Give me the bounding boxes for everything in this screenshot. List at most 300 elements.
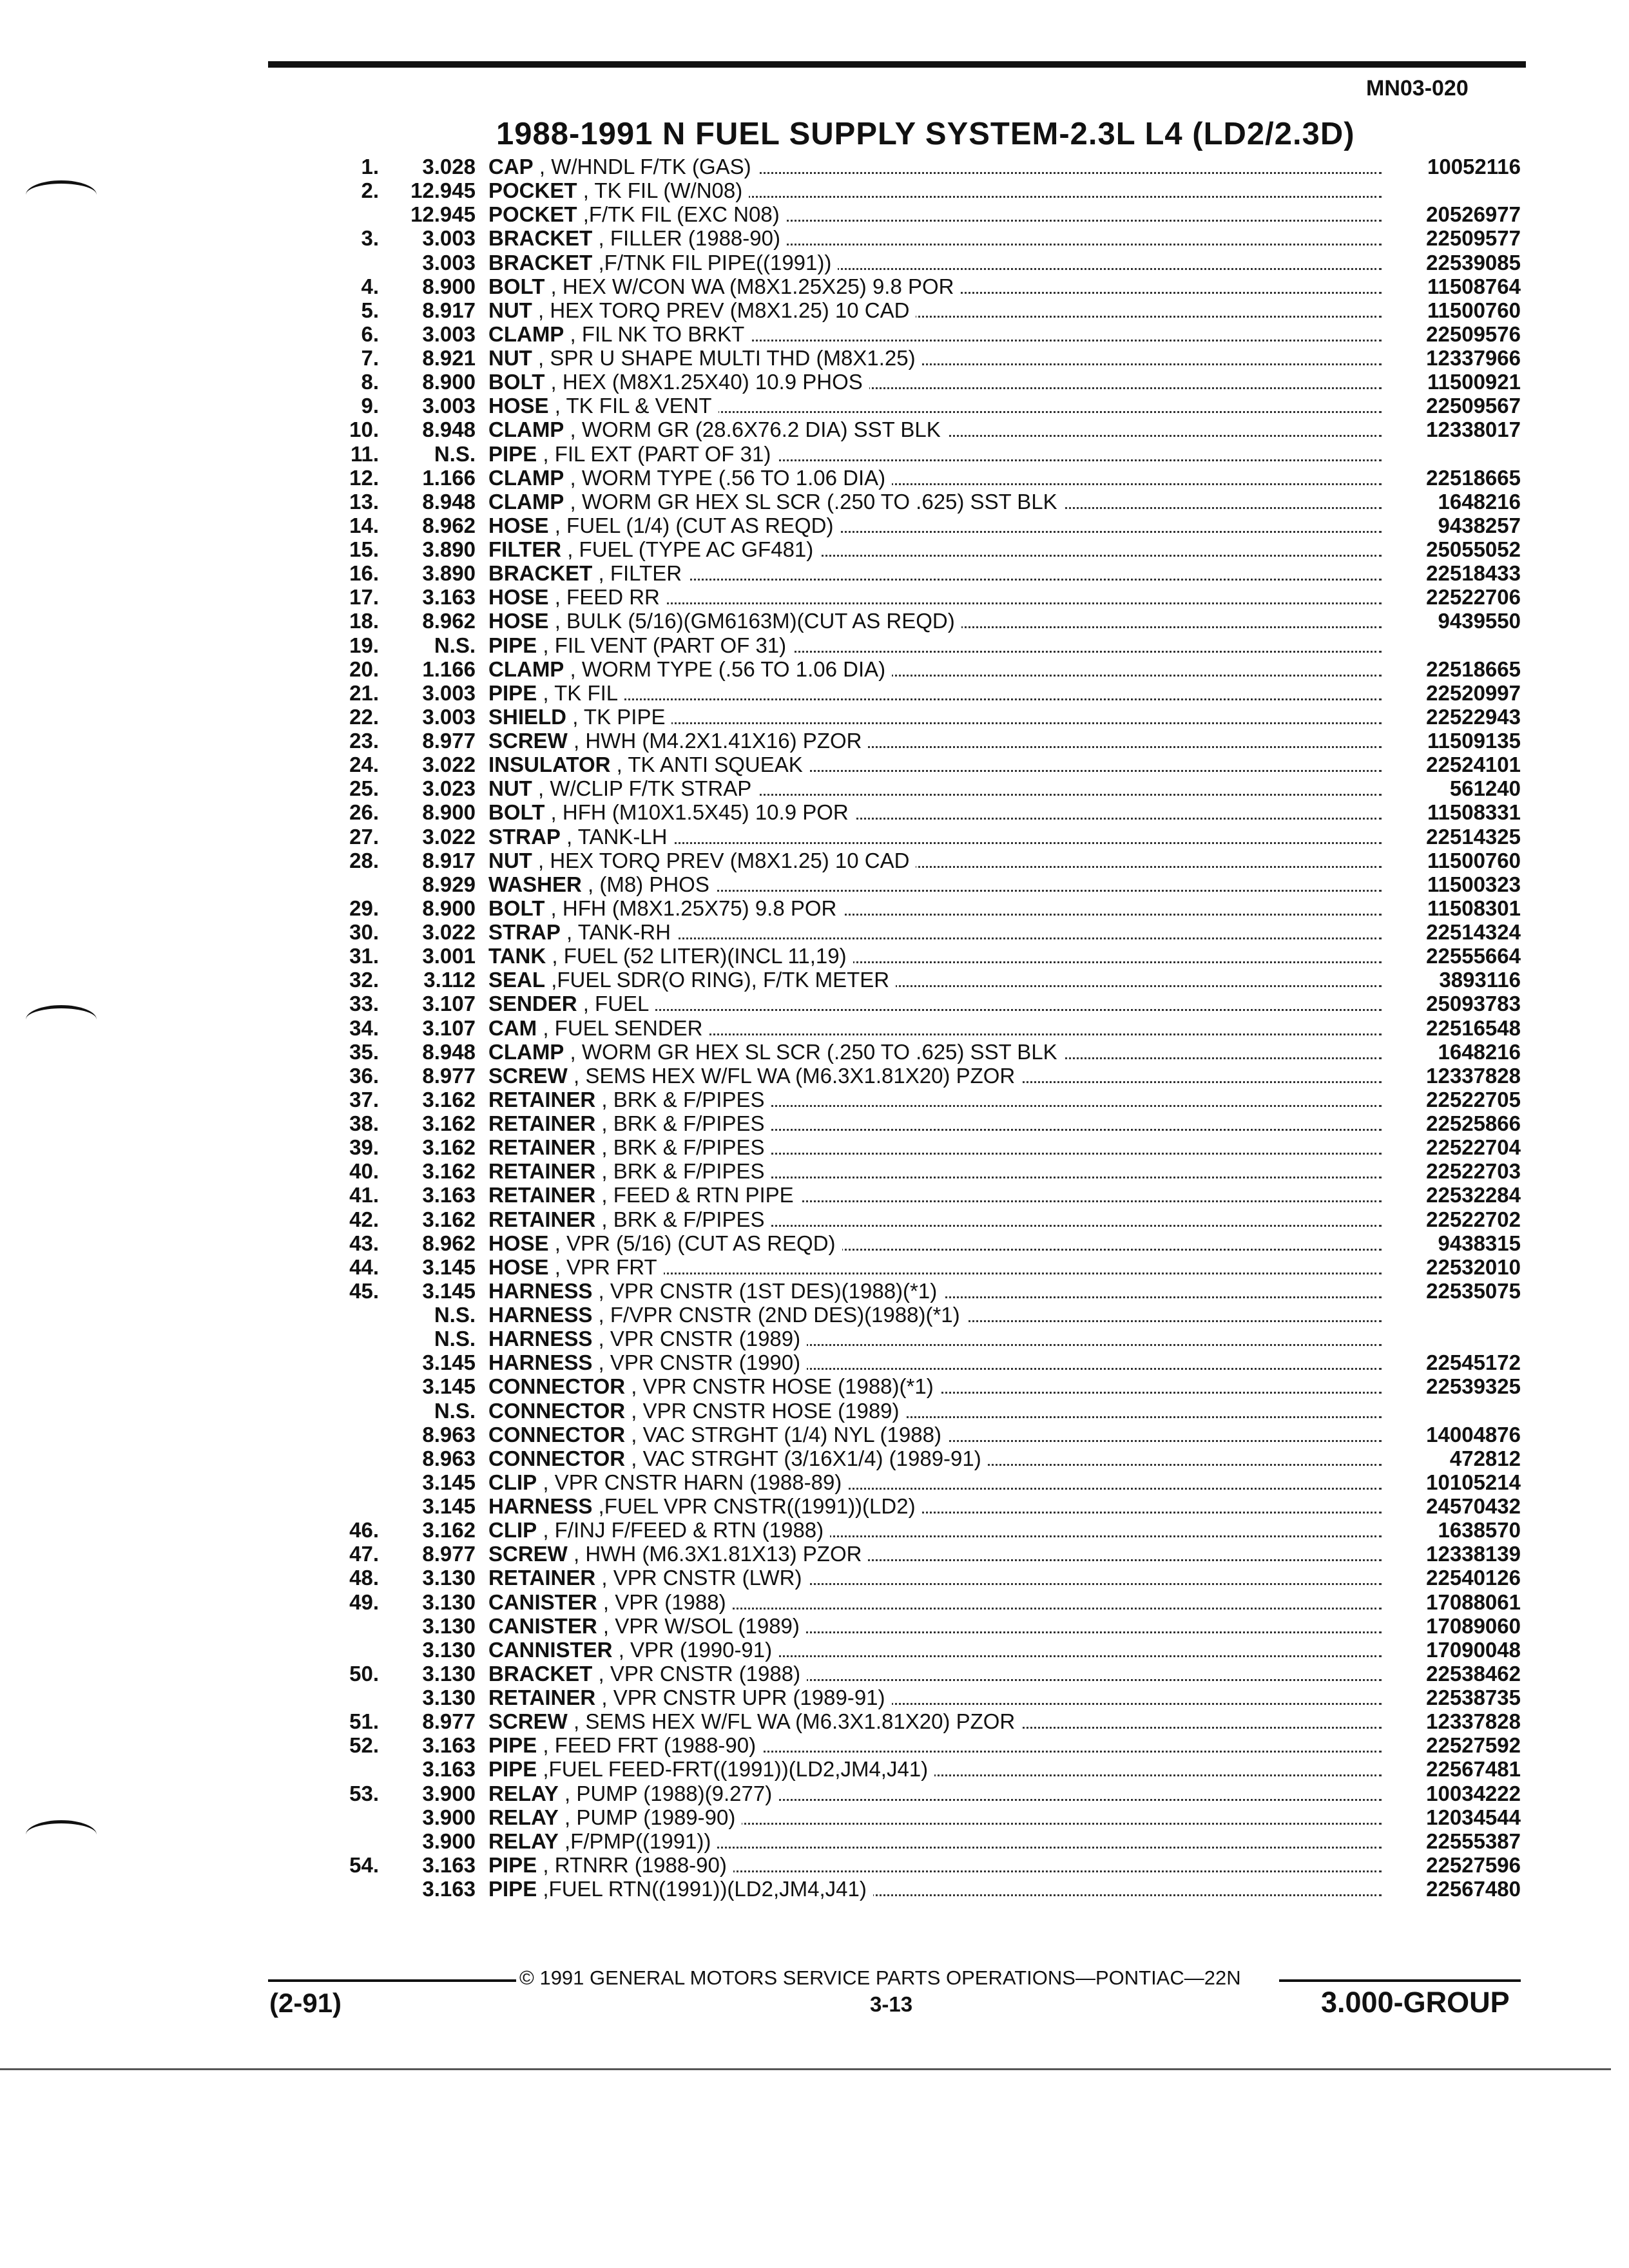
page-title: 1988-1991 N FUEL SUPPLY SYSTEM-2.3L L4 (LD2/2.3D)	[496, 117, 1355, 151]
group-number: N.S.	[434, 1327, 476, 1351]
group-number: 8.977	[422, 1063, 476, 1088]
part-detail: , HEX W/CON WA (M8X1.25X25) 9.8 POR	[550, 274, 954, 298]
part-name: STRAP	[488, 824, 561, 849]
part-detail: , SEMS HEX W/FL WA (M6.3X1.81X20) PZOR	[574, 1709, 1016, 1734]
group-number: 8.963	[422, 1422, 476, 1446]
part-number: 22514324	[1385, 920, 1521, 944]
part-detail: , TK ANTI SQUEAK	[616, 753, 803, 777]
part-row	[284, 1686, 1521, 1709]
part-row	[284, 1757, 1521, 1781]
part-row	[284, 1662, 1521, 1686]
part-name: BOLT	[488, 274, 545, 298]
header-rule	[268, 61, 1526, 68]
part-name: CLIP	[488, 1470, 537, 1494]
group-number: 8.900	[422, 370, 476, 394]
ref-number: 51.	[349, 1709, 379, 1734]
group-number: 12.945	[410, 178, 476, 203]
part-row	[284, 825, 1521, 849]
part-detail: ,F/TK FIL (EXC N08)	[583, 202, 780, 227]
part-detail: , TK FIL & VENT	[554, 394, 712, 418]
ref-number: 24.	[349, 753, 379, 777]
part-number: 22522706	[1385, 585, 1521, 609]
part-name: CONNECTOR	[488, 1374, 626, 1399]
part-detail: , FIL NK TO BRKT	[570, 322, 745, 346]
part-name: HOSE	[488, 1254, 549, 1279]
part-name: HARNESS	[488, 1494, 593, 1518]
part-number: 12338017	[1385, 418, 1521, 441]
group-number: 3.145	[422, 1374, 476, 1399]
group-number: 3.112	[423, 968, 476, 992]
part-number: 11500760	[1385, 298, 1521, 322]
group-number: 3.022	[422, 920, 476, 944]
part-number: 24570432	[1385, 1494, 1521, 1518]
part-name: NUT	[488, 848, 532, 872]
part-description	[488, 633, 1584, 657]
part-name: WASHER	[488, 872, 582, 896]
part-detail: , TANK-RH	[566, 920, 671, 944]
ref-number: 14.	[349, 513, 379, 537]
part-detail: , VPR FRT	[554, 1254, 657, 1279]
part-row	[284, 202, 1521, 226]
part-name: PIPE	[488, 633, 537, 657]
part-detail: , WORM GR HEX SL SCR (.250 TO .625) SST BLK	[570, 1039, 1057, 1064]
part-detail: , FUEL	[583, 992, 650, 1016]
group-number: 3.145	[422, 1254, 476, 1279]
part-row	[284, 705, 1521, 729]
part-number: 22538462	[1385, 1662, 1521, 1686]
ref-number: 30.	[349, 920, 379, 944]
part-name: POCKET	[488, 202, 577, 227]
part-detail: ,FUEL RTN((1991))(LD2,JM4,J41)	[543, 1877, 867, 1901]
group-number: 3.003	[422, 680, 476, 705]
part-row	[284, 466, 1521, 490]
ref-number: 5.	[361, 298, 379, 322]
part-name: BOLT	[488, 800, 545, 825]
ref-number: 26.	[349, 800, 379, 825]
group-number: 3.163	[422, 1877, 476, 1901]
part-row	[284, 1399, 1521, 1423]
group-number: 3.162	[422, 1207, 476, 1231]
group-number: 3.003	[422, 226, 476, 251]
ref-number: 19.	[349, 633, 379, 657]
document-code: MN03-020	[1366, 76, 1469, 101]
part-row	[284, 537, 1521, 561]
part-name: BRACKET	[488, 1661, 593, 1686]
ref-number: 9.	[361, 394, 379, 418]
group-number: 8.962	[422, 513, 476, 537]
part-name: SCREW	[488, 1542, 568, 1566]
group-number: 3.003	[422, 322, 476, 346]
group-number: 3.163	[422, 585, 476, 610]
part-name: BRACKET	[488, 226, 593, 251]
part-number: 22538735	[1385, 1686, 1521, 1709]
group-number: 3.130	[422, 1590, 476, 1614]
part-name: CLIP	[488, 1518, 537, 1542]
ref-number: 39.	[349, 1135, 379, 1160]
ref-number: 29.	[349, 896, 379, 920]
part-row	[284, 251, 1521, 274]
part-detail: , F/INJ F/FEED & RTN (1988)	[543, 1518, 824, 1542]
group-number: 1.166	[422, 465, 476, 490]
part-detail: , FEED RR	[554, 585, 660, 610]
part-row	[284, 1853, 1521, 1877]
group-number: 3.900	[422, 1805, 476, 1829]
part-description	[488, 442, 1584, 466]
part-number: 10052116	[1385, 155, 1521, 178]
group-number: 8.929	[422, 872, 476, 896]
part-detail: , VPR (1990-91)	[618, 1637, 773, 1662]
part-number: 22555664	[1385, 944, 1521, 968]
ref-number: 47.	[349, 1542, 379, 1566]
part-row	[284, 370, 1521, 394]
group-number: 3.023	[422, 776, 476, 801]
part-row	[284, 1470, 1521, 1494]
part-detail: , SPR U SHAPE MULTI THD (M8X1.25)	[538, 346, 916, 370]
part-row	[284, 226, 1521, 250]
part-row	[284, 1159, 1521, 1183]
ref-number: 1.	[361, 155, 379, 178]
part-name: PIPE	[488, 441, 537, 466]
part-name: RELAY	[488, 1805, 559, 1829]
part-name: BOLT	[488, 370, 545, 394]
part-name: CONNECTOR	[488, 1422, 626, 1446]
ref-number: 40.	[349, 1159, 379, 1184]
part-detail: , FUEL (TYPE AC GF481)	[567, 537, 814, 561]
group-number: 3.162	[422, 1135, 476, 1160]
part-name: RETAINER	[488, 1686, 596, 1709]
part-detail: , BRK & F/PIPES	[601, 1207, 765, 1231]
part-detail: , VPR CNSTR (LWR)	[601, 1566, 802, 1590]
part-row	[284, 1566, 1521, 1590]
ref-number: 42.	[349, 1207, 379, 1231]
revision-date: (2-91)	[269, 1988, 342, 2018]
part-name: HOSE	[488, 394, 549, 418]
part-number: 22539325	[1385, 1374, 1521, 1398]
group-number: 3.130	[422, 1637, 476, 1662]
part-row	[284, 729, 1521, 753]
part-number: 9439550	[1385, 609, 1521, 633]
group-number: N.S.	[434, 1398, 476, 1423]
part-name: HARNESS	[488, 1278, 593, 1303]
group-number: 3.900	[422, 1829, 476, 1853]
part-detail: , FUEL (52 LITER)(INCL 11,19)	[552, 944, 847, 968]
ref-number: 10.	[349, 418, 379, 442]
part-description	[488, 1327, 1584, 1350]
binder-hole-mark	[26, 180, 97, 209]
part-name: BOLT	[488, 896, 545, 920]
part-detail: , SEMS HEX W/FL WA (M6.3X1.81X20) PZOR	[574, 1063, 1016, 1088]
part-number: 17089060	[1385, 1614, 1521, 1638]
ref-number: 49.	[349, 1590, 379, 1614]
group-number: 3.130	[422, 1566, 476, 1590]
part-number: 11508331	[1385, 800, 1521, 824]
part-name: FILTER	[488, 537, 562, 561]
part-detail: , RTNRR (1988-90)	[543, 1852, 727, 1877]
part-row	[284, 1135, 1521, 1159]
ref-number: 43.	[349, 1231, 379, 1255]
part-name: SCREW	[488, 1709, 568, 1734]
part-name: HOSE	[488, 585, 549, 610]
part-number: 22545172	[1385, 1350, 1521, 1374]
part-name: CLAMP	[488, 1039, 564, 1064]
part-row	[284, 1207, 1521, 1231]
part-name: CLAMP	[488, 322, 564, 346]
part-number: 12337828	[1385, 1709, 1521, 1733]
part-detail: , HFH (M8X1.25X75) 9.8 POR	[550, 896, 837, 920]
part-name: CAM	[488, 1015, 537, 1040]
part-name: INSULATOR	[488, 753, 611, 777]
page-number: 3-13	[870, 1992, 913, 2016]
group-number: 12.945	[410, 202, 476, 227]
part-detail: ,F/TNK FIL PIPE((1991))	[598, 250, 832, 274]
part-row	[284, 800, 1521, 824]
part-name: POCKET	[488, 178, 577, 203]
part-name: NUT	[488, 346, 532, 370]
part-row	[284, 514, 1521, 537]
group-number: 3.003	[422, 394, 476, 418]
part-detail: , TK FIL	[543, 680, 619, 705]
group-number: N.S.	[434, 1303, 476, 1327]
ref-number: 45.	[349, 1278, 379, 1303]
part-number: 12338139	[1385, 1542, 1521, 1566]
ref-number: 16.	[349, 561, 379, 586]
group-number: 3.163	[422, 1852, 476, 1877]
ref-number: 37.	[349, 1087, 379, 1111]
group-label: 3.000-GROUP	[1321, 1986, 1510, 2019]
part-detail: , FIL EXT (PART OF 31)	[543, 441, 771, 466]
part-detail: , FEED & RTN PIPE	[601, 1183, 794, 1207]
part-number: 22522703	[1385, 1159, 1521, 1183]
part-name: HOSE	[488, 1231, 549, 1255]
ref-number: 33.	[349, 992, 379, 1016]
part-name: CONNECTOR	[488, 1398, 626, 1423]
part-number: 12034544	[1385, 1805, 1521, 1829]
part-name: CLAMP	[488, 418, 564, 442]
part-row	[284, 1542, 1521, 1566]
part-detail: , FILTER	[598, 561, 682, 586]
part-detail: , (M8) PHOS	[588, 872, 709, 896]
part-number: 22522704	[1385, 1135, 1521, 1159]
part-row	[284, 274, 1521, 298]
part-row	[284, 633, 1521, 657]
footer-copyright: © 1991 GENERAL MOTORS SERVICE PARTS OPERATIONS—PONTIAC—22N	[519, 1966, 1241, 1989]
part-number: 22539085	[1385, 251, 1521, 274]
part-detail: ,FUEL VPR CNSTR((1991))(LD2)	[598, 1494, 916, 1518]
part-detail: , VPR CNSTR (1988)	[598, 1661, 801, 1686]
part-number: 20526977	[1385, 202, 1521, 226]
part-name: BRACKET	[488, 561, 593, 586]
part-detail: , HEX TORQ PREV (M8X1.25) 10 CAD	[538, 848, 910, 872]
part-name: TANK	[488, 944, 546, 968]
ref-number: 18.	[349, 609, 379, 633]
part-detail: , BRK & F/PIPES	[601, 1111, 765, 1135]
part-name: PIPE	[488, 1852, 537, 1877]
part-detail: , FIL VENT (PART OF 31)	[543, 633, 787, 657]
group-number: 3.145	[422, 1350, 476, 1375]
part-row	[284, 1088, 1521, 1111]
part-detail: , BRK & F/PIPES	[601, 1159, 765, 1184]
group-number: 8.948	[422, 1039, 476, 1064]
part-number: 22567481	[1385, 1757, 1521, 1781]
part-row	[284, 1350, 1521, 1374]
part-row	[284, 1279, 1521, 1303]
part-row	[284, 896, 1521, 920]
part-detail: , BULK (5/16)(GM6163M)(CUT AS REQD)	[554, 609, 955, 633]
ref-number: 3.	[361, 226, 379, 251]
part-detail: , VAC STRGHT (1/4) NYL (1988)	[631, 1422, 941, 1446]
part-row	[284, 1805, 1521, 1829]
part-row	[284, 1614, 1521, 1638]
part-name: RELAY	[488, 1829, 559, 1853]
part-number: 22567480	[1385, 1877, 1521, 1901]
part-name: RETAINER	[488, 1183, 596, 1207]
part-number: 22525866	[1385, 1111, 1521, 1135]
group-number: 8.917	[422, 298, 476, 322]
part-number: 9438257	[1385, 514, 1521, 537]
binder-hole-mark	[26, 1005, 97, 1034]
part-number: 25093783	[1385, 992, 1521, 1015]
part-row	[284, 585, 1521, 609]
part-number: 22509567	[1385, 394, 1521, 418]
ref-number: 17.	[349, 585, 379, 610]
group-number: 8.963	[422, 1446, 476, 1470]
part-number: 11500323	[1385, 872, 1521, 896]
part-row	[284, 1829, 1521, 1853]
part-detail: , VPR CNSTR HOSE (1989)	[631, 1398, 900, 1423]
part-name: CANISTER	[488, 1613, 597, 1638]
part-number: 25055052	[1385, 537, 1521, 561]
ref-number: 35.	[349, 1039, 379, 1064]
part-number: 22518433	[1385, 561, 1521, 585]
part-row	[284, 992, 1521, 1015]
part-number: 11508764	[1385, 274, 1521, 298]
part-number: 22527592	[1385, 1733, 1521, 1757]
part-detail: ,F/PMP((1991))	[564, 1829, 711, 1853]
part-name: CAP	[488, 155, 534, 178]
part-name: PIPE	[488, 1877, 537, 1901]
part-row	[284, 1064, 1521, 1088]
part-row	[284, 681, 1521, 705]
ref-number: 15.	[349, 537, 379, 561]
group-number: 3.162	[422, 1087, 476, 1111]
ref-number: 52.	[349, 1733, 379, 1758]
part-number: 12337828	[1385, 1064, 1521, 1088]
group-number: 8.900	[422, 274, 476, 298]
binder-hole-mark	[26, 1820, 97, 1849]
group-number: 3.163	[422, 1757, 476, 1782]
part-name: RETAINER	[488, 1135, 596, 1160]
part-name: CANNISTER	[488, 1637, 613, 1662]
part-number: 22540126	[1385, 1566, 1521, 1590]
ref-number: 22.	[349, 704, 379, 729]
ref-number: 11.	[350, 441, 379, 466]
part-row	[284, 155, 1521, 178]
part-row	[284, 418, 1521, 441]
part-name: HOSE	[488, 513, 549, 537]
part-row	[284, 1638, 1521, 1662]
part-number: 22535075	[1385, 1279, 1521, 1303]
part-row	[284, 1518, 1521, 1542]
part-detail: , F/VPR CNSTR (2ND DES)(1988)(*1)	[598, 1303, 960, 1327]
group-number: 3.107	[422, 992, 476, 1016]
part-number: 22524101	[1385, 753, 1521, 776]
part-row	[284, 849, 1521, 872]
ref-number: 4.	[361, 274, 379, 298]
part-number: 22527596	[1385, 1853, 1521, 1877]
ref-number: 53.	[349, 1781, 379, 1805]
part-name: STRAP	[488, 920, 561, 944]
group-number: 3.900	[422, 1781, 476, 1805]
ref-number: 46.	[349, 1518, 379, 1542]
part-row	[284, 1423, 1521, 1446]
ref-number: 36.	[349, 1063, 379, 1088]
part-row	[284, 298, 1521, 322]
part-name: SHIELD	[488, 704, 567, 729]
part-row	[284, 872, 1521, 896]
part-detail: , VPR CNSTR (1990)	[598, 1350, 801, 1375]
group-number: 8.921	[422, 346, 476, 370]
group-number: 3.145	[422, 1278, 476, 1303]
ref-number: 23.	[349, 729, 379, 753]
part-name: NUT	[488, 776, 532, 801]
part-detail: , FUEL (1/4) (CUT AS REQD)	[554, 513, 834, 537]
part-detail: , FEED FRT (1988-90)	[543, 1733, 757, 1758]
part-name: CLAMP	[488, 465, 564, 490]
part-row	[284, 1183, 1521, 1207]
part-detail: , HEX TORQ PREV (M8X1.25) 10 CAD	[538, 298, 910, 322]
part-name: CLAMP	[488, 489, 564, 514]
ref-number: 54.	[349, 1852, 379, 1877]
group-number: 1.166	[422, 657, 476, 681]
group-number: 8.962	[422, 1231, 476, 1255]
group-number: 3.145	[422, 1470, 476, 1494]
group-number: 3.130	[422, 1686, 476, 1709]
ref-number: 38.	[349, 1111, 379, 1135]
part-detail: , PUMP (1989-90)	[564, 1805, 736, 1829]
group-number: 8.917	[422, 848, 476, 872]
part-number: 9438315	[1385, 1231, 1521, 1255]
part-number: 1648216	[1385, 490, 1521, 514]
part-row	[284, 968, 1521, 992]
ref-number: 34.	[349, 1015, 379, 1040]
group-number: 3.130	[422, 1613, 476, 1638]
part-row	[284, 1327, 1521, 1350]
group-number: 8.977	[422, 1709, 476, 1734]
part-detail: , HFH (M10X1.5X45) 10.9 POR	[550, 800, 849, 825]
group-number: 8.948	[422, 489, 476, 514]
group-number: 3.145	[422, 1494, 476, 1518]
group-number: 8.900	[422, 800, 476, 825]
part-number: 472812	[1385, 1446, 1521, 1470]
ref-number: 31.	[349, 944, 379, 968]
part-detail: , WORM TYPE (.56 TO 1.06 DIA)	[570, 465, 886, 490]
part-row	[284, 1231, 1521, 1255]
ref-number: 32.	[349, 968, 379, 992]
part-name: CANISTER	[488, 1590, 597, 1614]
part-number: 1648216	[1385, 1040, 1521, 1064]
part-name: HARNESS	[488, 1327, 593, 1351]
part-number: 22518665	[1385, 466, 1521, 490]
part-number: 14004876	[1385, 1423, 1521, 1446]
part-row	[284, 1303, 1521, 1327]
group-number: 3.001	[422, 944, 476, 968]
part-name: HARNESS	[488, 1303, 593, 1327]
group-number: 8.948	[422, 418, 476, 442]
group-number: 3.163	[422, 1183, 476, 1207]
part-row	[284, 1374, 1521, 1398]
part-row	[284, 1709, 1521, 1733]
part-name: SEAL	[488, 968, 546, 992]
